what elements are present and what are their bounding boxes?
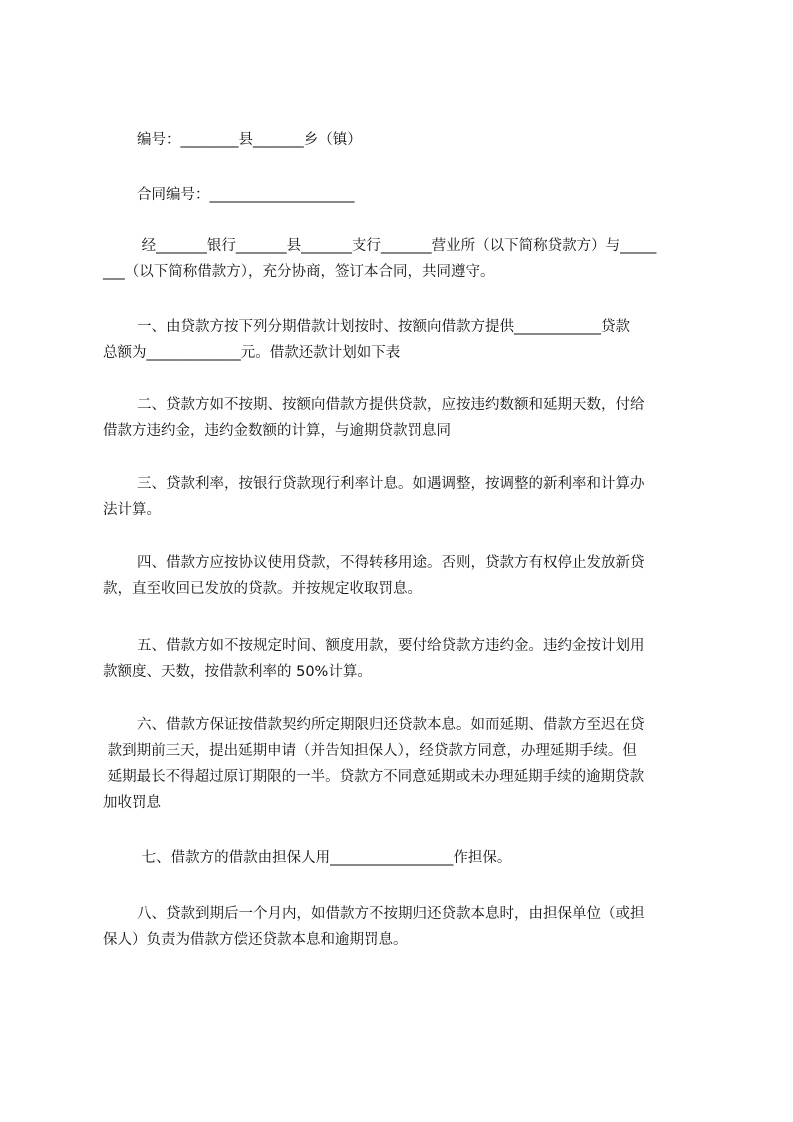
clause-3 xyxy=(103,471,703,523)
text-line: 合同编号：____________________ xyxy=(137,187,355,203)
text-line: 款额度、天数，按借款利率的 50%计算。 xyxy=(103,664,372,680)
text-line: 编号：________县_______乡（镇） xyxy=(137,132,362,148)
text-line: 七、借款方的借款由担保人用_________________作担保。 xyxy=(137,850,512,866)
clause-8 xyxy=(103,901,703,953)
clause-5 xyxy=(103,633,703,685)
clause-7 xyxy=(103,845,703,871)
clause-1 xyxy=(103,314,703,366)
text-line: 四、借款方应按协议使用贷款，不得转移用途。否则，贷款方有权停止发放新贷 xyxy=(137,555,645,571)
clause-4 xyxy=(103,550,703,602)
text-line: 加收罚息 xyxy=(103,795,161,811)
text-line: 款到期前三天，提出延期申请（并告知担保人），经贷款方同意，办理延期手续。但 xyxy=(103,743,637,759)
text-line: 借款方违约金，违约金数额的计算，与逾期贷款罚息同 xyxy=(103,423,451,439)
text-line: 经_______银行_______县_______支行_______营业所（以下简称贷款方）与_____ xyxy=(137,238,657,254)
text-line: 八、贷款到期后一个月内，如借款方不按期归还贷款本息时，由担保单位（或担 xyxy=(137,906,645,922)
text-line: 二、贷款方如不按期、按额向借款方提供贷款，应按违约数额和延期天数，付给 xyxy=(137,397,645,413)
text-line: ___（以下简称借款方），充分协商，签订本合同，共同遵守。 xyxy=(103,264,495,280)
paragraph-preamble xyxy=(103,233,703,285)
text-line: 总额为_____________元。借款还款计划如下表 xyxy=(103,345,401,361)
text-line: 保人）负责为借款方偿还贷款本息和逾期罚息。 xyxy=(103,932,408,948)
paragraph-number xyxy=(103,127,703,153)
text-line: 三、贷款利率，按银行贷款现行利率计息。如遇调整，按调整的新利率和计算办 xyxy=(137,476,645,492)
text-line: 一、由贷款方按下列分期借款计划按时、按额向借款方提供____________贷款 xyxy=(137,319,630,335)
text-line: 五、借款方如不按规定时间、额度用款，要付给贷款方违约金。违约金按计划用 xyxy=(137,638,645,654)
text-line: 法计算。 xyxy=(103,502,161,518)
paragraph-contract-number xyxy=(103,182,703,208)
clause-2 xyxy=(103,392,703,444)
text-line: 款，直至收回已发放的贷款。并按规定收取罚息。 xyxy=(103,581,422,597)
text-line: 六、借款方保证按借款契约所定期限归还贷款本息。如而延期、借款方至迟在贷 xyxy=(137,717,645,733)
text-line: 延期最长不得超过原订期限的一半。贷款方不同意延期或未办理延期手续的逾期贷款 xyxy=(103,769,645,785)
clause-6 xyxy=(103,712,703,816)
